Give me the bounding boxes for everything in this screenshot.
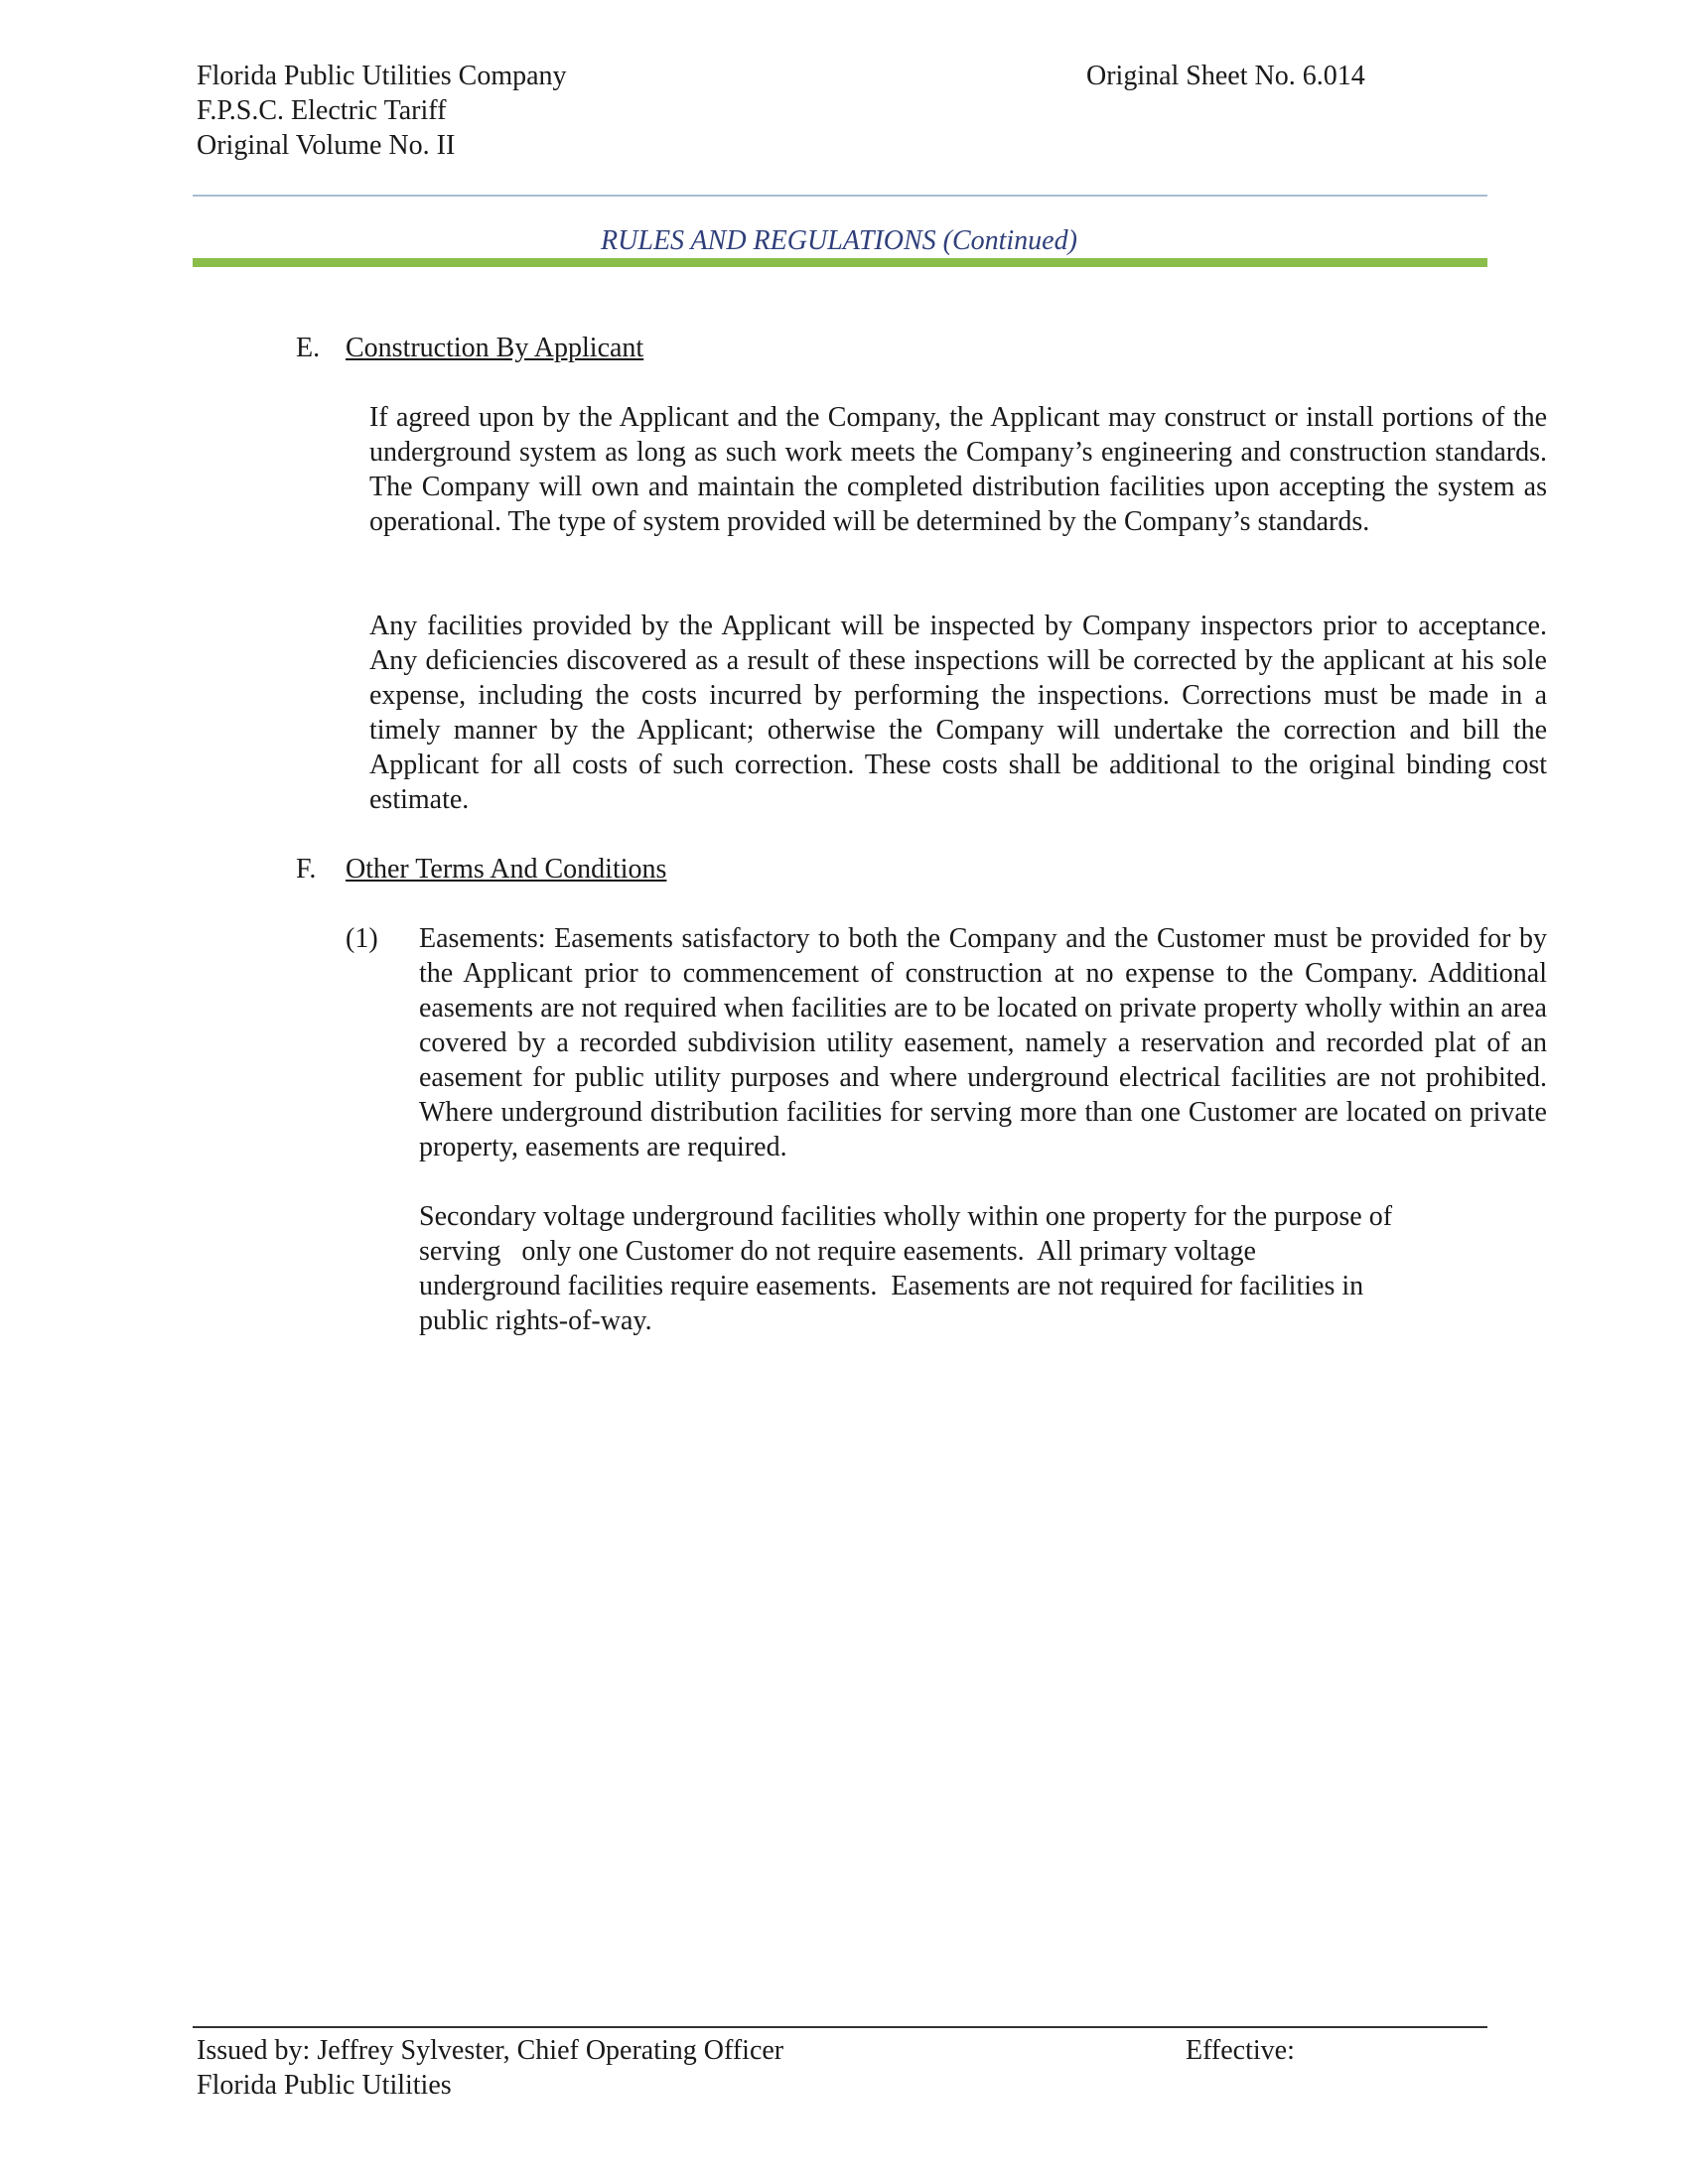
sheet-number: Original Sheet No. 6.014 [1086,61,1365,91]
company-name: Florida Public Utilities Company [197,61,567,91]
tariff-name: F.P.S.C. Electric Tariff [197,95,447,126]
effective-date-label: Effective: [1186,2035,1295,2066]
item-f-1-paragraph-2-line: Secondary voltage underground facilities wholly within one property for the purpose of [419,1201,1393,1232]
item-f-1-paragraph-2-line: serving only one Customer do not require easements. All primary voltage [419,1236,1256,1267]
section-divider [193,258,1487,267]
issuing-organization: Florida Public Utilities [197,2070,452,2101]
item-f-1-number: (1) [346,923,378,954]
section-title: RULES AND REGULATIONS (Continued) [601,225,1077,256]
item-f-heading: Other Terms And Conditions [346,854,667,885]
volume-number: Original Volume No. II [197,130,456,161]
item-e-letter: E. [296,333,321,363]
item-f-letter: F. [296,854,317,885]
issued-by: Issued by: Jeffrey Sylvester, Chief Operating Officer [197,2035,784,2066]
header-divider [193,195,1487,197]
item-f-1-paragraph-2-line: public rights-of-way. [419,1305,652,1336]
item-e-heading: Construction By Applicant [346,333,644,363]
item-f-1-paragraph-1: Easements: Easements satisfactory to both the Company and the Customer must be provided for by the Applicant prior to commencement of construction at no expense to the Company. Additional easements are not required when facilities are to be located on private property wholly within an area covered by a recorded subdivision utility easement, namely a reservation and recorded plat of an easement for public utility purposes and where underground electrical facilities are not prohibited. Where underground distribution facilities for serving more than one Customer are located on private property, easements are required. [419,923,1547,1162]
footer-divider [193,2026,1487,2028]
item-e-paragraph-2: Any facilities provided by the Applicant will be inspected by Company inspectors prior to acceptance. Any deficiencies discovered as a result of these inspections will be corrected by the applicant at his sole expense, including the costs incurred by performing the inspections. Corrections must be made in a timely manner by the Applicant; otherwise the Company will undertake the correction and bill the Applicant for all costs of such correction. These costs shall be additional to the original binding cost estimate. [369,611,1547,815]
item-e-paragraph-1: If agreed upon by the Applicant and the Company, the Applicant may construct or install portions of the underground system as long as such work meets the Company’s engineering and construction standards. The Company will own and maintain the completed distribution facilities upon accepting the system as operational. The type of system provided will be determined by the Company’s standards. [369,402,1547,537]
item-f-1-paragraph-2-line: underground facilities require easements. Easements are not required for facilities in [419,1271,1364,1301]
item-f-1-paragraph-2 [419,1199,1547,1338]
